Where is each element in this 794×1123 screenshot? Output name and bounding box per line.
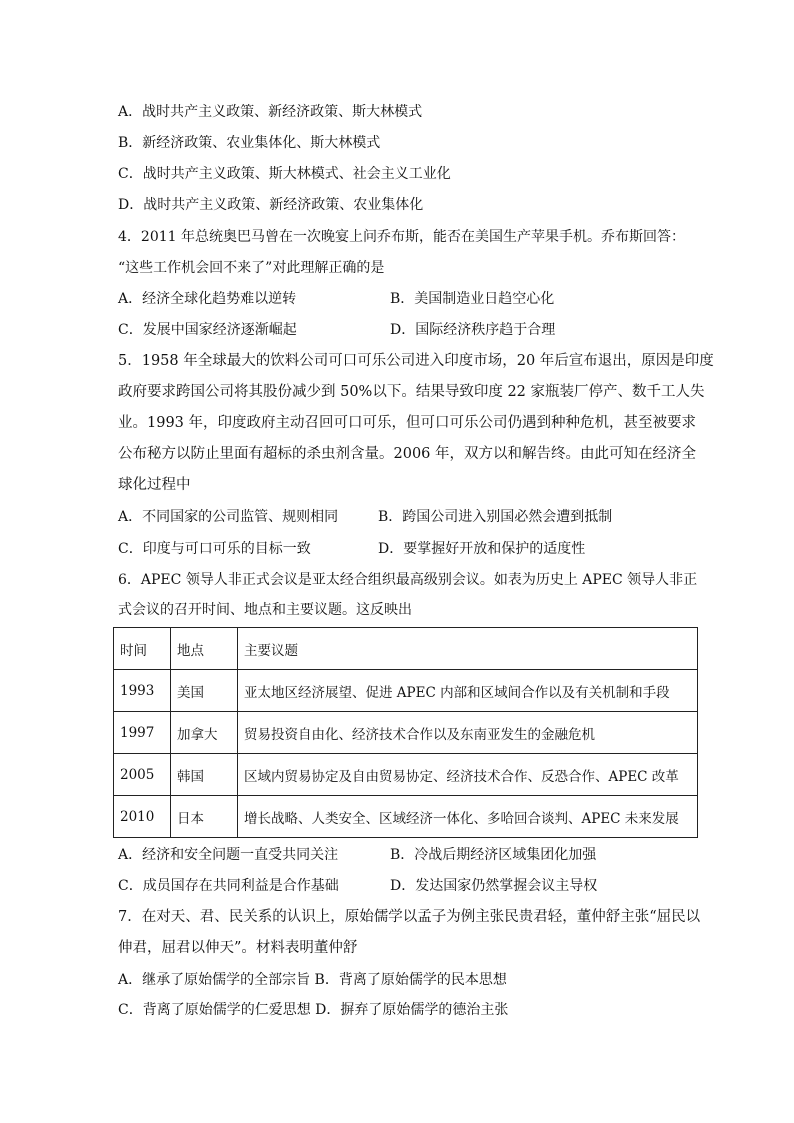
q6-option-d: D．发达国家仍然掌握会议主导权 bbox=[390, 878, 598, 894]
table-row bbox=[114, 754, 698, 796]
q5-option-b: B．跨国公司进入别国必然会遭到抵制 bbox=[378, 509, 613, 525]
table-row bbox=[114, 796, 698, 838]
q7-stem-line1: 7．在对天、君、民关系的认识上，原始儒学以孟子为例主张民贵君轻，董仲舒主张“屈民以 bbox=[118, 909, 701, 925]
q5-option-d: D．要掌握好开放和保护的适度性 bbox=[378, 541, 586, 557]
q5-stem-line4: 公布秘方以防止里面有超标的杀虫剂含量。2006 年，双方以和解告终。由此可知在经济全 bbox=[118, 446, 697, 462]
table-row bbox=[114, 670, 698, 712]
table-cell: 区域内贸易协定及自由贸易协定、经济技术合作、反恐合作、APEC 改革 bbox=[238, 754, 698, 796]
q4-option-d: D．国际经济秩序趋于合理 bbox=[390, 322, 556, 338]
table-cell: 1997 bbox=[114, 712, 171, 754]
q5-stem-line3: 业。1993 年，印度政府主动召回可口可乐，但可口可乐公司仍遇到种种危机，甚至被要求 bbox=[118, 415, 697, 431]
table-cell: 贸易投资自由化、经济技术合作以及东南亚发生的金融危机 bbox=[238, 712, 698, 754]
q5-option-c: C．印度与可口可乐的目标一致 bbox=[118, 541, 311, 557]
q5-stem-line1: 5．1958 年全球最大的饮料公司可口可乐公司进入印度市场，20 年后宣布退出，原因是印度 bbox=[118, 353, 714, 369]
table-cell: 2010 bbox=[114, 796, 171, 838]
table-cell: 美国 bbox=[171, 670, 238, 712]
q7-stem-line2: 伸君，屈君以伸天”。材料表明董仲舒 bbox=[118, 940, 358, 956]
apec-table bbox=[113, 627, 698, 838]
q6-option-a: A．经济和安全问题一直受共同关注 bbox=[118, 847, 339, 863]
table-cell: 加拿大 bbox=[171, 712, 238, 754]
q3-option-b: B．新经济政策、农业集体化、斯大林模式 bbox=[118, 135, 381, 151]
q4-option-c: C．发展中国家经济逐渐崛起 bbox=[118, 322, 297, 338]
q4-stem-line2: “这些工作机会回不来了”对此理解正确的是 bbox=[118, 260, 385, 276]
table-cell: 2005 bbox=[114, 754, 171, 796]
q5-stem-line5: 球化过程中 bbox=[118, 477, 191, 493]
table-header-cell: 时间 bbox=[114, 628, 171, 670]
q6-stem-line1: 6．APEC 领导人非正式会议是亚太经合组织最高级别会议。如表为历史上 APEC 领导人非正 bbox=[118, 572, 698, 588]
table-cell: 韩国 bbox=[171, 754, 238, 796]
q6-option-c: C．成员国存在共同利益是合作基础 bbox=[118, 878, 339, 894]
q7-options-ab: A．继承了原始儒学的全部宗旨 B．背离了原始儒学的民本思想 bbox=[118, 972, 507, 988]
q5-stem-line2: 政府要求跨国公司将其股份减少到 50%以下。结果导致印度 22 家瓶装厂停产、数千工人失 bbox=[118, 384, 705, 400]
table-cell: 日本 bbox=[171, 796, 238, 838]
q5-option-a: A．不同国家的公司监管、规则相同 bbox=[118, 509, 339, 525]
q6-stem-line2: 式会议的召开时间、地点和主要议题。这反映出 bbox=[118, 602, 412, 618]
table-cell: 亚太地区经济展望、促进 APEC 内部和区域间合作以及有关机制和手段 bbox=[238, 670, 698, 712]
q3-option-d: D．战时共产主义政策、新经济政策、农业集体化 bbox=[118, 197, 424, 213]
q4-option-a: A．经济全球化趋势难以逆转 bbox=[118, 291, 297, 307]
q7-options-cd: C．背离了原始儒学的仁爱思想 D．摒弃了原始儒学的德治主张 bbox=[118, 1002, 509, 1018]
table-header-cell: 地点 bbox=[171, 628, 238, 670]
table-header-row bbox=[114, 628, 698, 670]
q6-option-b: B．冷战后期经济区域集团化加强 bbox=[390, 847, 597, 863]
table-header-cell: 主要议题 bbox=[238, 628, 698, 670]
q4-option-b: B．美国制造业日趋空心化 bbox=[390, 291, 555, 307]
q3-option-c: C．战时共产主义政策、斯大林模式、社会主义工业化 bbox=[118, 166, 451, 182]
q4-stem-line1: 4．2011 年总统奥巴马曾在一次晚宴上问乔布斯，能否在美国生产苹果手机。乔布斯回答： bbox=[118, 229, 685, 245]
q3-option-a: A．战时共产主义政策、新经济政策、斯大林模式 bbox=[118, 104, 423, 120]
table-cell: 增长战略、人类安全、区域经济一体化、多哈回合谈判、APEC 未来发展 bbox=[238, 796, 698, 838]
table-cell: 1993 bbox=[114, 670, 171, 712]
table-row bbox=[114, 712, 698, 754]
